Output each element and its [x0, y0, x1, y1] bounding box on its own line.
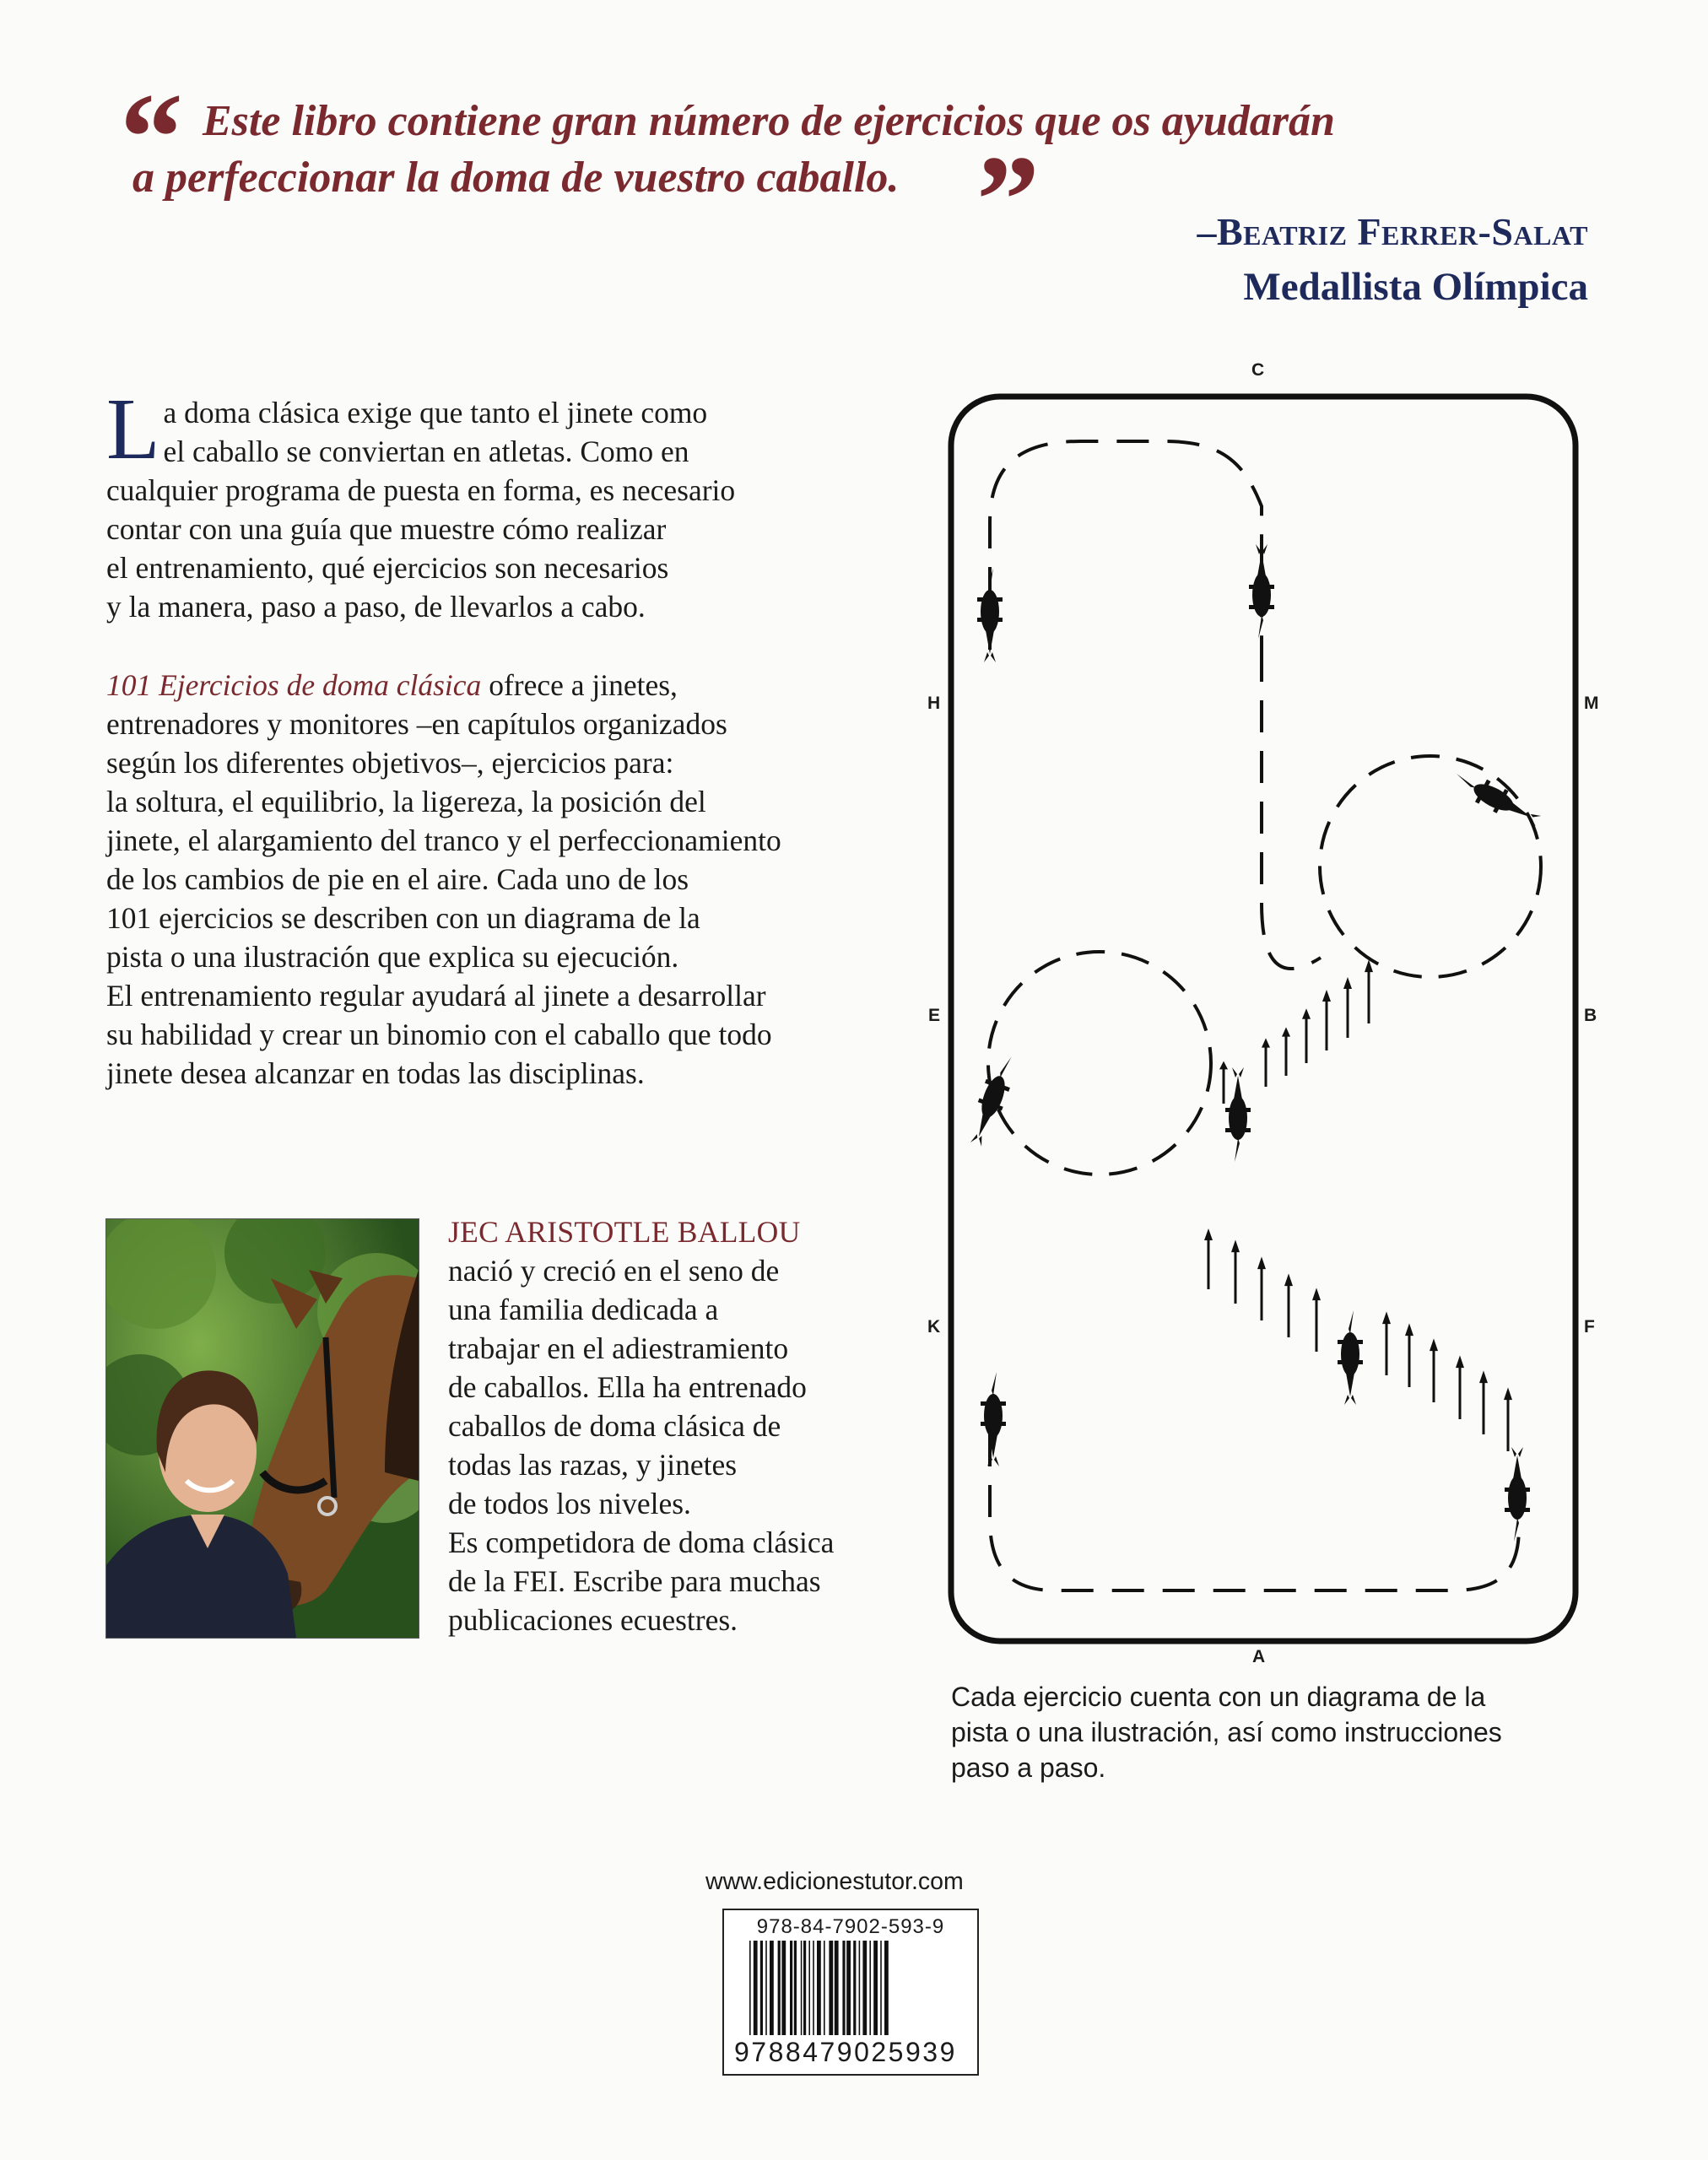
- description-line: su habilidad y crear un binomio con el caballo que todo: [106, 1018, 772, 1051]
- arrow-icon: [1504, 1387, 1512, 1451]
- barcode-bars: [726, 1941, 976, 2035]
- open-quote-mark: “: [120, 68, 183, 208]
- barcode-bar: [853, 1941, 856, 2035]
- arrow-icon: [1312, 1288, 1321, 1352]
- barcode-bar: [835, 1941, 839, 2035]
- arena-letter-m: M: [1584, 694, 1599, 713]
- barcode-bar: [859, 1941, 861, 2035]
- description-paragraph: [106, 666, 866, 1093]
- barcode-bar: [842, 1941, 845, 2035]
- barcode-bar: [803, 1941, 806, 2035]
- arrow-icon: [1456, 1355, 1464, 1419]
- horse-icon: [1249, 544, 1274, 639]
- barcode-bar: [765, 1941, 767, 2035]
- barcode-bar: [880, 1941, 882, 2035]
- barcode-bar: [770, 1941, 774, 2035]
- description-line: la soltura, el equilibrio, la ligereza, la posición del: [106, 785, 706, 818]
- arrow-icon: [1322, 990, 1331, 1050]
- barcode-bar: [884, 1941, 889, 2035]
- barcode-bar: [817, 1941, 821, 2035]
- author-bio-line: todas las razas, y jinetes: [448, 1448, 738, 1482]
- arrow-icon: [1284, 1273, 1293, 1337]
- barcode-bar: [794, 1941, 797, 2035]
- barcode-bar: [869, 1941, 871, 2035]
- description-line: entrenadores y monitores –en capítulos organizados: [106, 707, 727, 741]
- arena-letter-c: C: [1251, 360, 1265, 380]
- dashed-circle-right: [1320, 756, 1541, 977]
- intro-line: el caballo se conviertan en atletas. Como en: [163, 435, 689, 468]
- dashed-centerline: [1262, 650, 1321, 969]
- author-bio-line: de todos los niveles.: [448, 1487, 691, 1520]
- arrow-icon: [1257, 1256, 1266, 1320]
- isbn-barcode: [722, 1909, 979, 2076]
- arrow-icon: [1479, 1370, 1488, 1434]
- arena-letter-f: F: [1584, 1317, 1595, 1336]
- author-bio-line: trabajar en el adiestramiento: [448, 1331, 789, 1365]
- author-bio-line: de la FEI. Escribe para muchas: [448, 1564, 821, 1598]
- arrow-icon: [1365, 959, 1373, 1023]
- horse-icon: [1225, 1067, 1251, 1162]
- arrow-icon: [1343, 977, 1352, 1038]
- author-bio-line: caballos de doma clásica de: [448, 1409, 781, 1443]
- quote-line-1: Este libro contiene gran número de ejercicios que os ayudarán: [203, 97, 1335, 145]
- barcode-bar: [781, 1941, 786, 2035]
- caption-line: pista o una ilustración, así como instrucciones: [951, 1717, 1502, 1747]
- intro-line: y la manera, paso a paso, de llevarlos a cabo.: [106, 590, 646, 624]
- barcode-bar: [813, 1941, 814, 2035]
- barcode-bar: [808, 1941, 810, 2035]
- drop-cap: L: [106, 381, 160, 478]
- caption-line: Cada ejercicio cuenta con un diagrama de la: [951, 1682, 1486, 1712]
- author-bio-line: una familia dedicada a: [448, 1293, 719, 1326]
- arena-letter-b: B: [1584, 1006, 1597, 1025]
- intro-paragraph: [106, 381, 866, 626]
- attribution-role: Medallista Olímpica: [1243, 265, 1588, 309]
- arena-letter-e: E: [928, 1006, 941, 1025]
- barcode-bar: [862, 1941, 867, 2035]
- barcode-bar: [801, 1941, 803, 2035]
- intro-line: a doma clásica exige que tanto el jinete como: [163, 396, 708, 429]
- intro-line: el entrenamiento, qué ejercicios son necesarios: [106, 551, 669, 585]
- diagram-caption: [951, 1679, 1592, 1785]
- horse-icon: [1505, 1447, 1530, 1542]
- author-bio-line: de caballos. Ella ha entrenado: [448, 1370, 807, 1404]
- description-first-line-rest: ofrece a jinetes,: [481, 668, 678, 702]
- isbn-number: 978-84-7902-593-9: [756, 1915, 945, 1938]
- barcode-bar: [749, 1941, 751, 2035]
- author-bio-line: Es competidora de doma clásica: [448, 1526, 835, 1559]
- intro-line: contar con una guía que muestre cómo realizar: [106, 512, 667, 546]
- arena-diagram-svg: [911, 363, 1637, 1679]
- book-title: 101 Ejercicios de doma clásica: [106, 668, 482, 702]
- barcode-bar: [778, 1941, 781, 2035]
- description-line: pista o una ilustración que explica su ejecución.: [106, 940, 679, 974]
- author-name: JEC ARISTOTLE BALLOU: [448, 1215, 801, 1249]
- horse-icon: [1338, 1310, 1363, 1405]
- dashed-path-bottom: [990, 1434, 1519, 1590]
- author-bio-line: publicaciones ecuestres.: [448, 1603, 738, 1637]
- arena-letter-h: H: [927, 694, 941, 713]
- arrow-icon: [1282, 1027, 1290, 1076]
- barcode-bar: [790, 1941, 792, 2035]
- barcode-bar: [754, 1941, 758, 2035]
- arrow-icon: [1430, 1338, 1438, 1402]
- arrow-icon: [1382, 1311, 1391, 1375]
- description-first-line: [106, 666, 866, 705]
- arrow-icon: [1262, 1038, 1270, 1087]
- arrow-icon: [1231, 1239, 1240, 1304]
- barcode-bar: [760, 1941, 763, 2035]
- description-line: según los diferentes objetivos–, ejercicios para:: [106, 746, 674, 780]
- caption-line: paso a paso.: [951, 1752, 1106, 1783]
- description-line: de los cambios de pie en el aire. Cada uno de los: [106, 862, 689, 896]
- description-line: jinete desea alcanzar en todas las disciplinas.: [106, 1056, 645, 1090]
- attribution-name: –Beatriz Ferrer-Salat: [1197, 210, 1588, 253]
- intro-line: cualquier programa de puesta en forma, es necesario: [106, 473, 736, 507]
- barcode-bar: [829, 1941, 833, 2035]
- description-line: jinete, el alargamiento del tranco y el perfeccionamiento: [106, 824, 781, 857]
- author-photo: [105, 1218, 419, 1639]
- arrow-icon: [1204, 1228, 1213, 1289]
- description-line: El entrenamiento regular ayudará al jinete a desarrollar: [106, 979, 766, 1012]
- arena-letter-k: K: [927, 1317, 941, 1336]
- arrow-icon: [1405, 1323, 1413, 1387]
- barcode-bar: [873, 1941, 878, 2035]
- arena-letter-a: A: [1252, 1647, 1266, 1666]
- author-bio-line: nació y creció en el seno de: [448, 1254, 780, 1288]
- barcode-bar: [846, 1941, 851, 2035]
- barcode-digits: 9788479025939: [734, 2037, 957, 2067]
- horse-icon: [977, 568, 1003, 662]
- close-quote-mark: ”: [976, 130, 1040, 270]
- barcode-bar: [824, 1941, 825, 2035]
- arena-diagram: [911, 360, 1637, 1679]
- author-bio: [448, 1212, 834, 1639]
- dashed-circle-left: [988, 952, 1211, 1174]
- publisher-website: www.edicionestutor.com: [705, 1868, 964, 1895]
- horse-icon: [981, 1372, 1006, 1466]
- dashed-path-top: [990, 441, 1262, 650]
- quote-line-2: a perfeccionar la doma de vuestro caballo.: [132, 154, 900, 202]
- author-photo-image: [106, 1219, 419, 1638]
- arrow-icon: [1219, 1061, 1228, 1104]
- arrow-icon: [1302, 1008, 1311, 1063]
- description-line: 101 ejercicios se describen con un diagrama de la: [106, 901, 700, 935]
